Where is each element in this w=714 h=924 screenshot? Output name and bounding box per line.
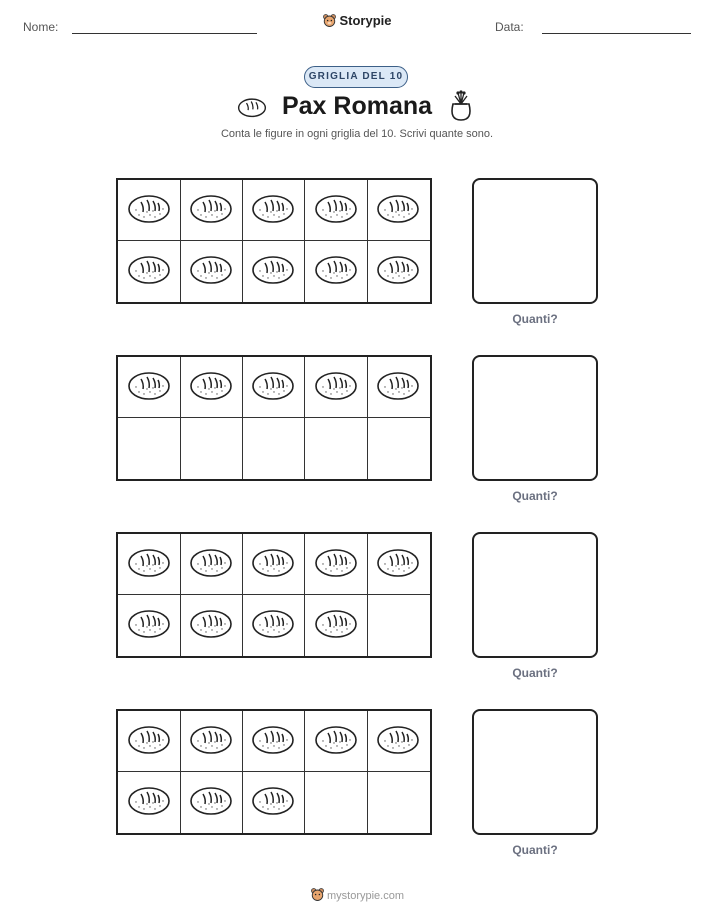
ten-frame-cell <box>180 418 243 479</box>
footer-url: mystorypie.com <box>326 890 405 902</box>
ten-frame-cell <box>367 711 430 772</box>
bread-loaf-icon <box>251 369 295 406</box>
ten-frame-cell <box>242 241 305 302</box>
bread-loaf-icon <box>251 253 295 290</box>
bread-loaf-icon <box>314 546 358 583</box>
ten-frame-cell <box>367 595 430 656</box>
storypie-bear-icon <box>322 13 337 28</box>
ten-frame-cell <box>305 595 368 656</box>
ten-frame-cell <box>118 595 181 656</box>
ten-frame-cell <box>118 772 181 833</box>
ten-frame-cell <box>180 241 243 302</box>
bread-loaf-icon <box>314 192 358 229</box>
ten-frame-cell <box>367 357 430 418</box>
bread-loaf-icon <box>189 723 233 760</box>
bread-loaf-icon <box>314 723 358 760</box>
ten-frame-cell <box>180 711 243 772</box>
answer-box[interactable] <box>472 709 598 835</box>
bread-loaf-icon <box>189 607 233 644</box>
bread-loaf-icon <box>127 723 171 760</box>
ten-frame-cell <box>242 711 305 772</box>
answer-prompt: Quanti? <box>512 843 558 857</box>
answer-prompt: Quanti? <box>512 312 558 326</box>
ten-frame <box>116 532 432 658</box>
ten-frame-cell <box>305 711 368 772</box>
name-line[interactable] <box>72 33 257 34</box>
bread-loaf-icon <box>189 192 233 229</box>
bread-loaf-icon <box>127 784 171 821</box>
ten-frame-cell <box>118 357 181 418</box>
bread-loaf-icon <box>189 546 233 583</box>
ten-frame-cell <box>242 180 305 241</box>
answer-box[interactable] <box>472 178 598 304</box>
answer-prompt: Quanti? <box>512 489 558 503</box>
ten-frame-cell <box>367 772 430 833</box>
ten-frame-cell <box>305 534 368 595</box>
ten-frame-cell <box>367 180 430 241</box>
ten-frame-cell <box>180 772 243 833</box>
ten-frame-cell <box>367 241 430 302</box>
bread-loaf-icon <box>251 192 295 229</box>
ten-frame <box>116 178 432 304</box>
brand-name: Storypie <box>339 13 392 28</box>
ten-frame-cell <box>180 595 243 656</box>
ten-frame-cell <box>305 357 368 418</box>
bread-loaf-icon <box>251 546 295 583</box>
bread-loaf-icon <box>127 369 171 406</box>
ten-frame-cell <box>118 534 181 595</box>
ten-frame-cell <box>367 534 430 595</box>
page-title: Pax Romana <box>281 92 433 120</box>
section-badge: GRIGLIA DEL 10 <box>304 66 408 88</box>
ten-frame-cell <box>242 357 305 418</box>
bread-loaf-icon <box>314 369 358 406</box>
ten-frame <box>116 355 432 481</box>
ten-frame <box>116 709 432 835</box>
bread-loaf-icon <box>251 607 295 644</box>
date-label: Data: <box>495 20 524 34</box>
bread-loaf-icon <box>251 723 295 760</box>
bread-loaf-icon <box>376 253 420 290</box>
bread-loaf-icon <box>376 723 420 760</box>
ten-frame-cell <box>242 418 305 479</box>
wheat-sack-icon <box>448 90 474 127</box>
ten-frame-cell <box>180 534 243 595</box>
ten-frame-cell <box>305 418 368 479</box>
ten-frame-cell <box>242 772 305 833</box>
bread-loaf-icon <box>376 369 420 406</box>
bread-loaf-icon <box>189 369 233 406</box>
bread-loaf-icon <box>251 784 295 821</box>
ten-frame-cell <box>118 418 181 479</box>
bread-loaf-icon <box>189 253 233 290</box>
ten-frame-cell <box>305 241 368 302</box>
footer <box>0 887 714 902</box>
bread-loaf-icon <box>127 253 171 290</box>
storypie-bear-icon <box>310 887 325 902</box>
answer-prompt: Quanti? <box>512 666 558 680</box>
bread-loaf-icon <box>127 607 171 644</box>
ten-frame-cell <box>180 180 243 241</box>
ten-frame-cell <box>118 180 181 241</box>
instructions: Conta le figure in ogni griglia del 10. Scrivi quante sono. <box>220 128 494 140</box>
date-line[interactable] <box>542 33 691 34</box>
answer-box[interactable] <box>472 532 598 658</box>
bread-loaf-icon <box>314 253 358 290</box>
ten-frame-cell <box>367 418 430 479</box>
ten-frame-cell <box>118 241 181 302</box>
ten-frame-cell <box>242 534 305 595</box>
brand-logo <box>0 13 714 28</box>
bread-loaf-icon <box>376 192 420 229</box>
bread-loaf-icon <box>376 546 420 583</box>
answer-box[interactable] <box>472 355 598 481</box>
bread-loaf-icon <box>314 607 358 644</box>
ten-frame-cell <box>180 357 243 418</box>
bread-loaf-icon <box>127 546 171 583</box>
ten-frame-cell <box>305 180 368 241</box>
ten-frame-cell <box>118 711 181 772</box>
bread-loaf-icon <box>127 192 171 229</box>
ten-frame-cell <box>305 772 368 833</box>
name-label: Nome: <box>23 20 59 34</box>
bread-loaf-icon <box>189 784 233 821</box>
ten-frame-cell <box>242 595 305 656</box>
